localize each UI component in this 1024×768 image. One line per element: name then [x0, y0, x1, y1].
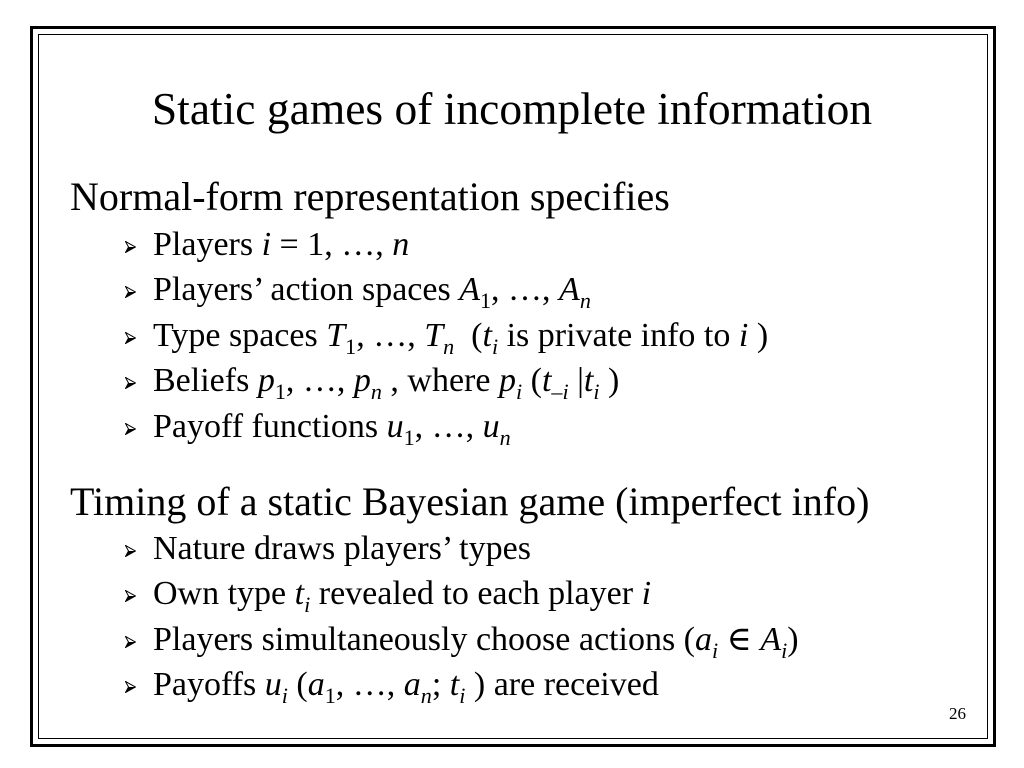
arrowhead-bullet-icon	[125, 332, 136, 344]
arrowhead-bullet-icon	[125, 636, 136, 648]
math-variable: t	[583, 362, 594, 399]
math-variable: p	[498, 362, 516, 399]
text-run: (	[454, 316, 483, 354]
text-run: ;	[431, 666, 450, 703]
arrowhead-bullet-icon	[125, 377, 136, 389]
math-subscript: n	[420, 683, 432, 709]
bullet-text	[153, 529, 531, 567]
text-run: ) are received	[465, 666, 659, 703]
math-subscript: i	[515, 379, 523, 405]
math-variable: p	[353, 362, 371, 399]
text-run: = 1, …,	[271, 225, 393, 263]
text-run: )	[599, 362, 620, 399]
math-variable: A	[559, 271, 580, 308]
text-run: , …,	[414, 407, 483, 445]
bullet-text	[153, 271, 591, 314]
text-run: Nature draws players’ types	[153, 529, 531, 567]
math-subscript: 1	[479, 288, 492, 314]
math-variable: T	[326, 316, 346, 354]
element-of-symbol: ∈	[718, 620, 761, 658]
math-variable: t	[294, 575, 305, 612]
bullet-simultaneous-actions	[125, 620, 965, 663]
bullet-action-spaces	[125, 271, 965, 314]
math-subscript: i	[304, 592, 311, 618]
math-subscript: n	[370, 379, 382, 405]
text-run: , …,	[491, 271, 560, 308]
math-variable: u	[482, 407, 500, 445]
math-variable: i	[641, 575, 652, 612]
math-subscript: i	[459, 683, 466, 709]
math-subscript: i	[712, 637, 719, 663]
math-variable: a	[307, 666, 325, 703]
text-run: Beliefs	[153, 362, 258, 399]
text-run: |	[568, 362, 584, 399]
bullet-payoff-functions	[125, 407, 965, 450]
slide-title: Static games of incomplete information	[151, 83, 873, 134]
text-run: , where	[381, 362, 499, 399]
bullet-payoffs-received	[125, 666, 965, 709]
text-run: Own type	[153, 575, 295, 612]
math-variable: u	[264, 666, 282, 703]
text-run: Players simultaneously choose actions (	[153, 620, 696, 658]
bullet-own-type-revealed	[125, 575, 965, 618]
math-subscript: n	[579, 288, 591, 314]
math-subscript: –i	[551, 379, 569, 405]
bullet-type-spaces	[125, 316, 965, 359]
arrowhead-bullet-icon	[125, 545, 136, 557]
arrowhead-bullet-icon	[125, 286, 136, 298]
text-run: Payoff functions	[153, 407, 387, 445]
text-run: Type spaces	[153, 316, 327, 354]
math-variable: t	[541, 362, 552, 399]
math-subscript: 1	[403, 424, 415, 450]
bullet-text	[153, 620, 799, 663]
math-variable: p	[257, 362, 275, 399]
bullet-players	[125, 225, 965, 263]
arrowhead-bullet-icon	[125, 241, 136, 253]
bullet-text	[153, 362, 620, 405]
math-subscript: i	[281, 683, 288, 709]
text-run: Players	[153, 225, 262, 263]
text-run: (	[287, 666, 308, 703]
text-run: Players’ action spaces	[153, 271, 460, 308]
text-run: is private info to	[498, 316, 739, 354]
section-heading-normal-form: Normal-form representation specifies	[70, 173, 670, 219]
math-variable: n	[392, 225, 410, 263]
math-subscript: 1	[274, 379, 286, 405]
math-variable: A	[459, 271, 480, 308]
math-variable: t	[449, 666, 460, 703]
math-variable: i	[738, 316, 749, 354]
bullet-beliefs	[125, 362, 965, 405]
math-variable: T	[424, 316, 444, 354]
bullet-text	[153, 666, 659, 709]
text-run: )	[787, 620, 799, 658]
bullet-nature-draws-types	[125, 529, 965, 567]
math-subscript: 1	[345, 333, 357, 359]
math-variable: t	[482, 316, 492, 354]
math-variable: a	[695, 620, 713, 658]
page-number: 26	[949, 704, 966, 723]
math-subscript: i	[593, 379, 600, 405]
bullet-text	[153, 575, 652, 618]
section-heading-timing: Timing of a static Bayesian game (imperfect info)	[70, 478, 870, 524]
math-subscript: i	[491, 333, 499, 359]
math-variable: A	[760, 620, 782, 658]
math-variable: u	[386, 407, 404, 445]
math-variable: i	[261, 225, 272, 263]
text-run: , …,	[335, 666, 404, 703]
text-run: (	[522, 362, 542, 399]
text-run: revealed to each player	[310, 575, 642, 612]
bullet-text	[153, 316, 769, 359]
text-run: , …,	[285, 362, 354, 399]
math-subscript: i	[781, 637, 788, 663]
text-run: )	[748, 316, 769, 354]
arrowhead-bullet-icon	[125, 590, 136, 602]
math-subscript: 1	[324, 683, 336, 709]
text-run: Payoffs	[153, 666, 265, 703]
arrowhead-bullet-icon	[125, 423, 136, 435]
math-variable: a	[403, 666, 421, 703]
math-subscript: n	[443, 333, 455, 359]
bullet-text	[153, 225, 410, 263]
arrowhead-bullet-icon	[125, 681, 136, 693]
math-subscript: n	[499, 424, 511, 450]
text-run: , …,	[356, 316, 425, 354]
bullet-text	[153, 407, 511, 450]
